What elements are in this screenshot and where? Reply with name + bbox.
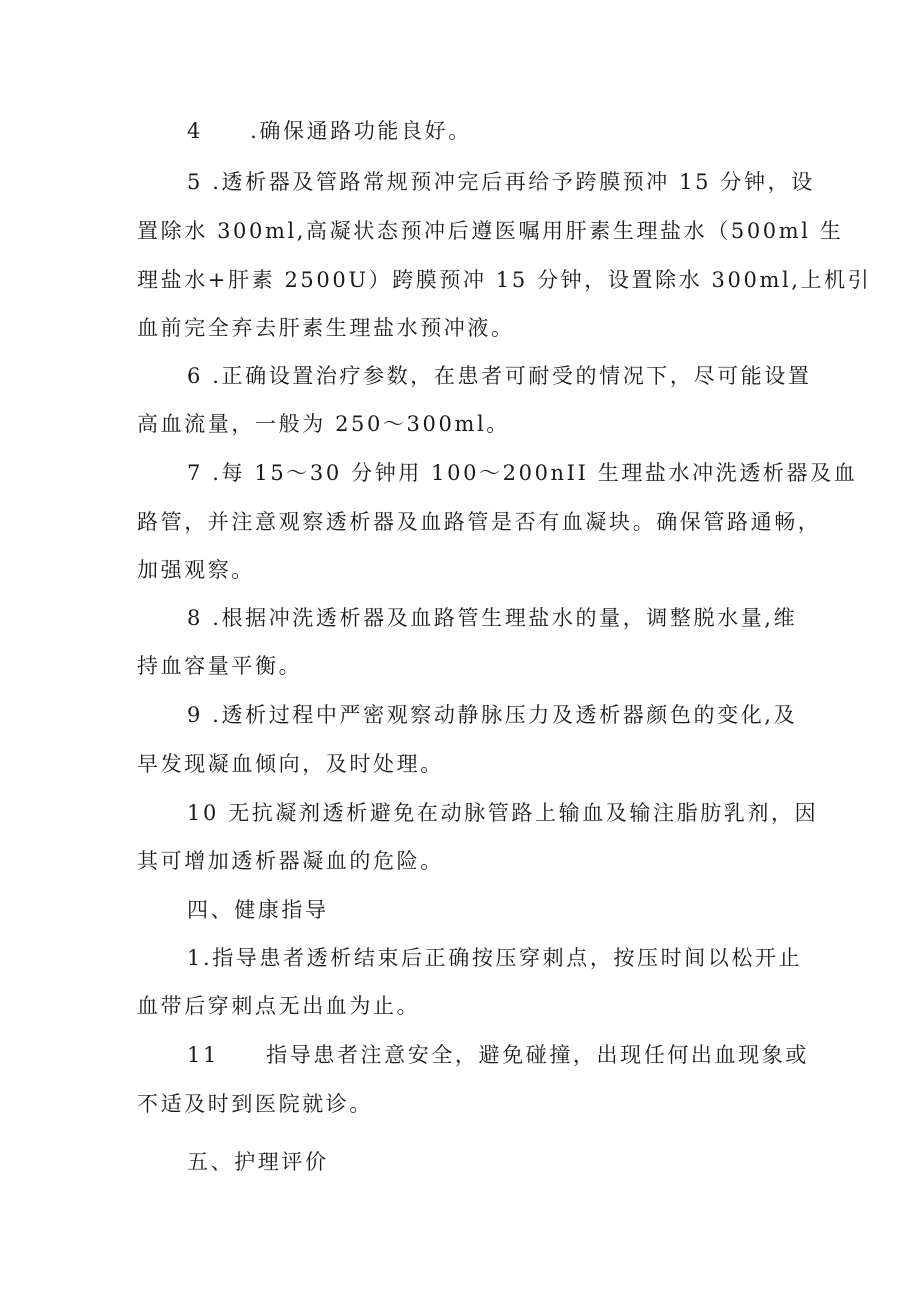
text-line: 持血容量平衡。 (137, 654, 303, 678)
text-line: 7 .每 15～30 分钟用 100～200nII 生理盐水冲洗透析器及血 (187, 461, 858, 485)
text-line: 8 .根据冲洗透析器及血路管生理盐水的量，调整脱水量,维 (187, 606, 798, 630)
text-line: 血前完全弃去肝素生理盐水预冲液。 (137, 316, 515, 340)
text-line: 加强观察。 (137, 558, 255, 582)
text-line: 1.指导患者透析结束后正确按压穿刺点，按压时间以松开止 (187, 946, 803, 970)
text-line: 其可增加透析器凝血的危险。 (137, 849, 444, 873)
text-line: 4 .确保通路功能良好。 (187, 119, 472, 143)
text-line: 高血流量，一般为 250～300ml。 (137, 412, 510, 436)
text-line: 11 指导患者注意安全，避免碰撞，出现任何出血现象或 (187, 1043, 809, 1067)
section-heading: 四、健康指导 (187, 898, 329, 922)
text-line: 5 .透析器及管路常规预冲完后再给予跨膜预冲 15 分钟，设 (187, 170, 815, 194)
text-line: 置除水 300ml,高凝状态预冲后遵医嘱用肝素生理盐水（500ml 生 (137, 219, 844, 243)
text-line: 理盐水+肝素 2500U）跨膜预冲 15 分钟，设置除水 300ml,上机引 (137, 268, 872, 292)
text-line: 不适及时到医院就诊。 (137, 1092, 373, 1116)
text-line: 血带后穿刺点无出血为止。 (137, 994, 421, 1018)
section-heading: 五、护理评价 (187, 1150, 329, 1174)
text-line: 6 .正确设置治疗参数，在患者可耐受的情况下，尽可能设置 (187, 364, 812, 388)
text-line: 9 .透析过程中严密观察动静脉压力及透析器颜色的变化,及 (187, 703, 798, 727)
text-line: 早发现凝血倾向，及时处理。 (137, 752, 444, 776)
text-line: 10 无抗凝剂透析避免在动脉管路上输血及输注脂肪乳剂，因 (187, 801, 819, 825)
text-line: 路管，并注意观察透析器及血路管是否有血凝块。确保管路通畅， (137, 510, 822, 534)
